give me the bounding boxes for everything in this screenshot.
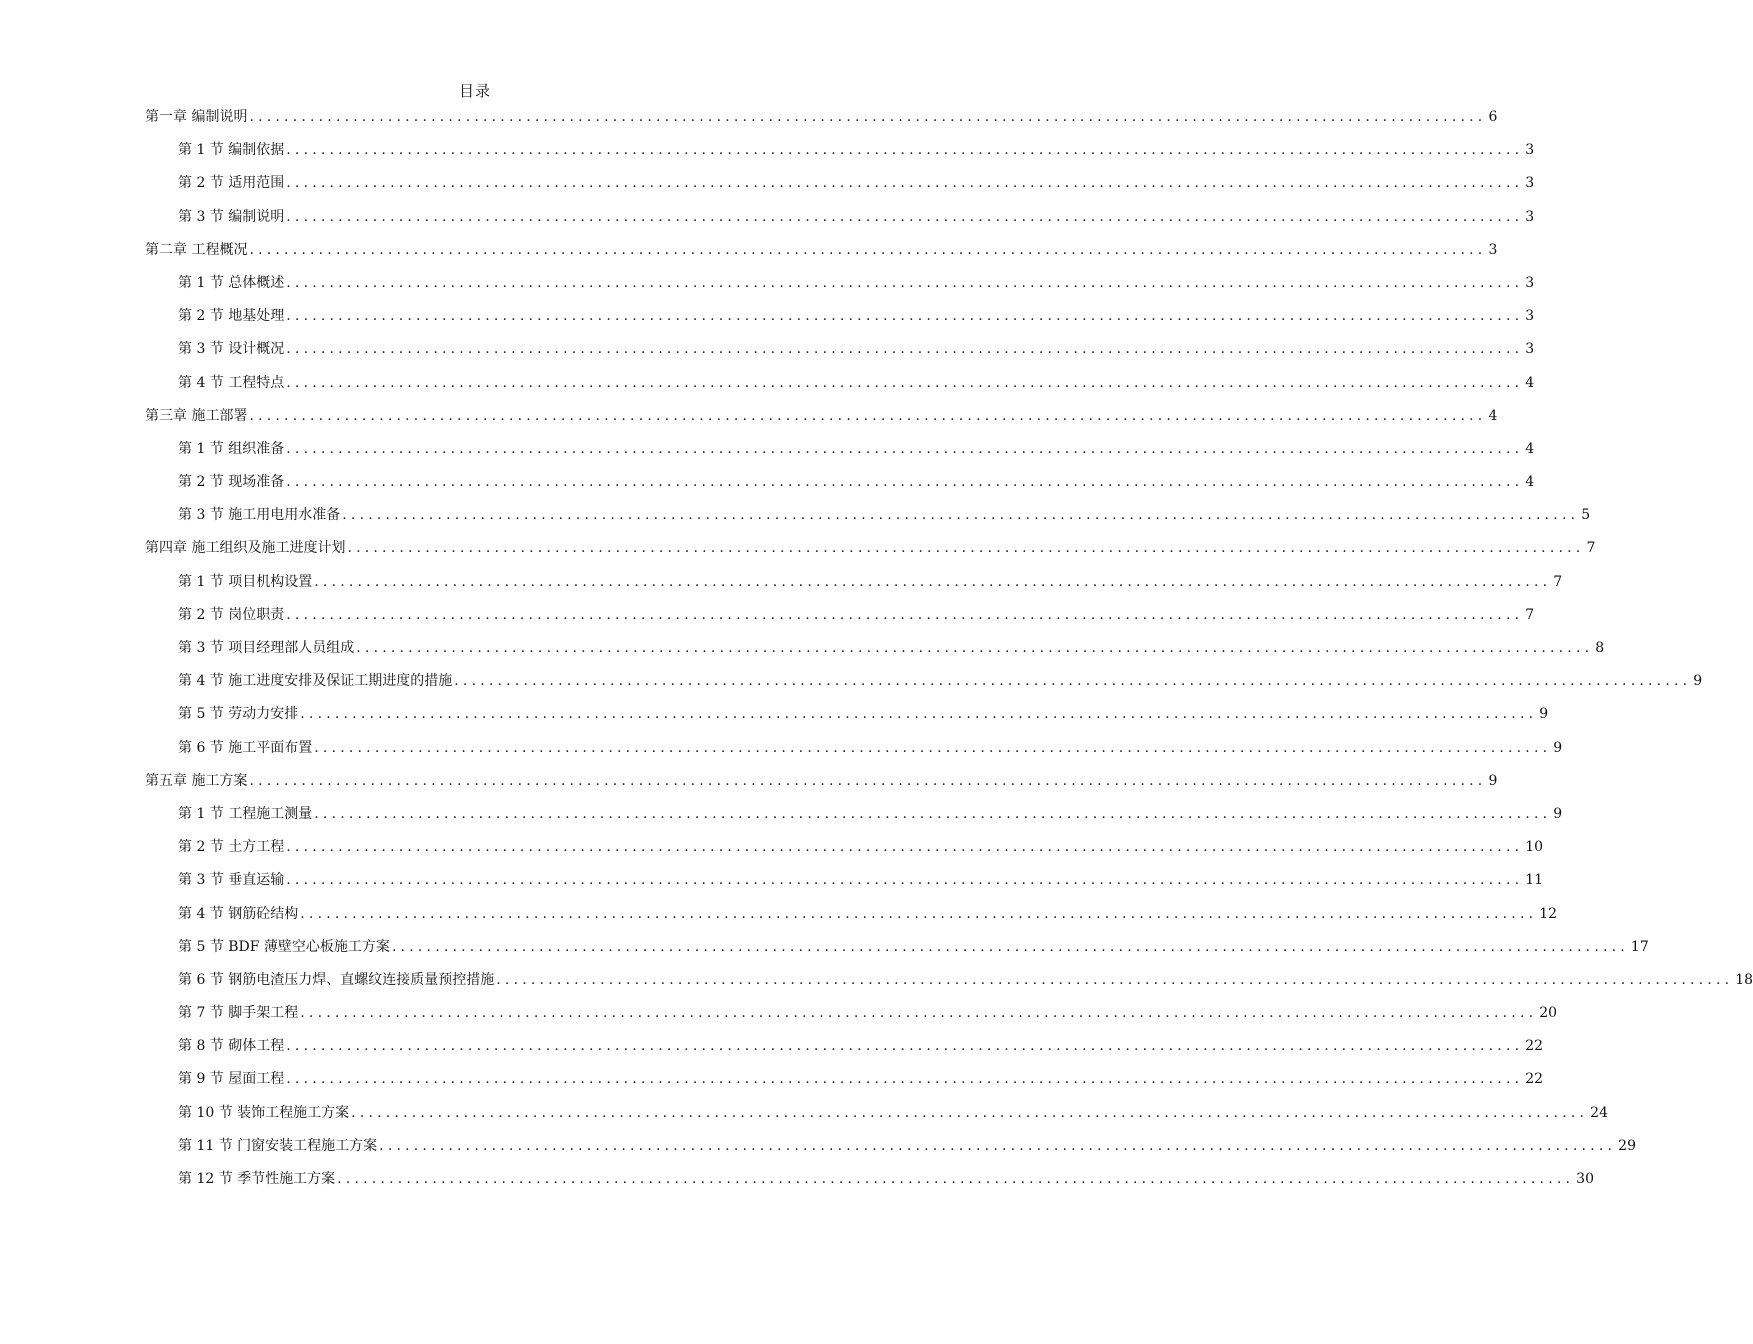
toc-dot-leader <box>286 1030 1523 1063</box>
toc-section-entry[interactable] <box>0 499 1591 532</box>
toc-section-entry[interactable] <box>0 964 1753 997</box>
toc-section-entry[interactable] <box>0 732 1563 765</box>
toc-entry-text: 第 6 节 钢筋电渣压力焊、直螺纹连接质量预控措施 <box>178 971 495 988</box>
toc-dot-leader <box>286 864 1523 897</box>
toc-dot-leader <box>300 997 1537 1030</box>
toc-dot-leader <box>286 433 1523 466</box>
toc-entry-text: 第 1 节 项目机构设置 <box>178 573 313 590</box>
toc-page-number: 9 <box>1539 706 1549 723</box>
toc-dot-leader <box>454 665 1691 698</box>
toc-entry-text: 第二章 工程概况 <box>145 241 248 258</box>
toc-entry-text: 第 3 节 设计概况 <box>178 341 285 358</box>
toc-dot-leader <box>286 134 1523 167</box>
toc-dot-leader <box>351 1097 1588 1130</box>
toc-dot-leader <box>286 201 1523 234</box>
toc-entry-text: 第 2 节 适用范围 <box>178 175 285 192</box>
toc-entry-text: 第 3 节 垂直运输 <box>178 872 285 889</box>
toc-chapter-entry[interactable] <box>0 765 1498 798</box>
toc-page-number: 7 <box>1586 540 1596 557</box>
toc-section-entry[interactable] <box>0 831 1544 864</box>
toc-dot-leader <box>249 400 1486 433</box>
toc-section-entry[interactable] <box>0 433 1535 466</box>
toc-page-number: 3 <box>1525 142 1535 159</box>
toc-dot-leader <box>286 333 1523 366</box>
toc-dot-leader <box>286 300 1523 333</box>
toc-entry-text: 第 6 节 施工平面布置 <box>178 739 313 756</box>
toc-section-entry[interactable] <box>0 267 1535 300</box>
toc-dot-leader <box>379 1130 1616 1163</box>
toc-page-number: 3 <box>1525 208 1535 225</box>
toc-section-entry[interactable] <box>0 997 1558 1030</box>
toc-dot-leader <box>249 765 1486 798</box>
toc-page-number: 8 <box>1595 640 1605 656</box>
toc-entry-text: 第 12 节 季节性施工方案 <box>178 1171 336 1187</box>
toc-section-entry[interactable] <box>0 134 1535 167</box>
toc-page-number: 30 <box>1576 1171 1594 1187</box>
toc-entry-text: 第 3 节 编制说明 <box>178 208 285 225</box>
toc-page-number: 6 <box>1488 109 1498 125</box>
toc-entry-text: 第 1 节 组织准备 <box>178 440 285 457</box>
toc-dot-leader <box>314 566 1551 599</box>
toc-page-number: 9 <box>1553 739 1563 756</box>
toc-section-entry[interactable] <box>0 300 1535 333</box>
toc-page-number: 4 <box>1488 407 1498 424</box>
toc-entry-text: 第三章 施工部署 <box>145 407 248 424</box>
toc-page-number: 17 <box>1630 938 1649 955</box>
toc-entry-text: 第 2 节 土方工程 <box>178 839 285 856</box>
toc-dot-leader <box>300 698 1537 731</box>
toc-page-number: 9 <box>1693 673 1703 690</box>
toc-entry-text: 第 1 节 工程施工测量 <box>178 805 313 822</box>
toc-entry-text: 第 4 节 施工进度安排及保证工期进度的措施 <box>178 673 453 690</box>
toc-dot-leader <box>286 267 1523 300</box>
toc-chapter-entry[interactable] <box>0 234 1498 267</box>
toc-page-number: 22 <box>1525 1038 1544 1055</box>
toc-section-entry[interactable] <box>0 665 1703 698</box>
toc-section-entry[interactable] <box>0 566 1563 599</box>
toc-section-entry[interactable] <box>0 333 1535 366</box>
toc-entry-text: 第 3 节 项目经理部人员组成 <box>178 640 355 656</box>
toc-dot-leader <box>356 632 1593 665</box>
toc-entry-text: 第 7 节 脚手架工程 <box>178 1005 299 1022</box>
toc-dot-leader <box>392 931 1629 964</box>
toc-dot-leader <box>337 1163 1574 1196</box>
toc-entry-text: 第 3 节 施工用电用水准备 <box>178 507 341 524</box>
toc-dot-leader <box>286 599 1523 632</box>
toc-dot-leader <box>249 234 1486 267</box>
toc-dot-leader <box>286 367 1523 400</box>
toc-section-entry[interactable] <box>0 632 1605 665</box>
toc-dot-leader <box>314 798 1551 831</box>
toc-page-number: 3 <box>1525 274 1535 291</box>
toc-entry-text: 第 2 节 现场准备 <box>178 474 285 491</box>
toc-section-entry[interactable] <box>0 167 1535 200</box>
toc-page-number: 22 <box>1525 1071 1544 1088</box>
toc-entry-text: 第 2 节 岗位职责 <box>178 606 285 623</box>
toc-entry-text: 第四章 施工组织及施工进度计划 <box>145 540 346 557</box>
toc-page-number: 7 <box>1525 606 1535 623</box>
toc-dot-leader <box>249 101 1486 134</box>
toc-section-entry[interactable] <box>0 1163 1594 1196</box>
toc-dot-leader <box>347 532 1584 565</box>
toc-page-number: 10 <box>1525 839 1544 856</box>
toc-dot-leader <box>286 1063 1523 1096</box>
toc-page-number: 12 <box>1539 905 1558 922</box>
toc-page-number: 24 <box>1590 1104 1608 1121</box>
toc-section-entry[interactable] <box>0 864 1544 897</box>
toc-page-number: 5 <box>1581 507 1591 524</box>
toc-section-entry[interactable] <box>0 466 1535 499</box>
toc-entry-text: 第 4 节 工程特点 <box>178 374 285 391</box>
toc-entry-text: 第 2 节 地基处理 <box>178 308 285 325</box>
toc-page-number: 3 <box>1525 308 1535 325</box>
toc-page-number: 7 <box>1553 573 1563 590</box>
toc-section-entry[interactable] <box>0 1130 1636 1163</box>
toc-entry-text: 第 10 节 装饰工程施工方案 <box>178 1104 350 1121</box>
toc-page-number: 3 <box>1525 175 1535 192</box>
toc-dot-leader <box>496 964 1733 997</box>
toc-chapter-entry[interactable] <box>0 101 1498 134</box>
toc-entry-text: 第 4 节 钢筋砼结构 <box>178 905 299 922</box>
toc-title: 目录 <box>458 82 491 100</box>
toc-section-entry[interactable] <box>0 1063 1544 1096</box>
toc-section-entry[interactable] <box>0 931 1649 964</box>
toc-section-entry[interactable] <box>0 201 1535 234</box>
toc-entry-text: 第 8 节 砌体工程 <box>178 1038 285 1055</box>
toc-entry-text: 第 1 节 编制依据 <box>178 142 285 159</box>
toc-entry-text: 第 5 节 BDF 薄壁空心板施工方案 <box>178 938 390 955</box>
toc-section-entry[interactable] <box>0 367 1535 400</box>
toc-page-number: 3 <box>1488 241 1498 258</box>
toc-entry-text: 第 1 节 总体概述 <box>178 274 285 291</box>
toc-entry-text: 第 11 节 门窗安装工程施工方案 <box>178 1137 378 1154</box>
toc-dot-leader <box>300 898 1537 931</box>
toc-section-entry[interactable] <box>0 898 1558 931</box>
toc-page-number: 9 <box>1488 772 1498 789</box>
toc-section-entry[interactable] <box>0 1030 1544 1063</box>
toc-entry-text: 第一章 编制说明 <box>145 109 248 125</box>
toc-page-number: 4 <box>1525 474 1535 491</box>
toc-entry-text: 第 9 节 屋面工程 <box>178 1071 285 1088</box>
toc-section-entry[interactable] <box>0 599 1535 632</box>
toc-section-entry[interactable] <box>0 1097 1608 1130</box>
toc-chapter-entry[interactable] <box>0 532 1596 565</box>
toc-dot-leader <box>286 466 1523 499</box>
toc-dot-leader <box>314 732 1551 765</box>
toc-page-number: 11 <box>1525 872 1544 889</box>
toc-page-number: 20 <box>1539 1005 1558 1022</box>
toc-page-number: 9 <box>1553 805 1563 822</box>
toc-entry-text: 第五章 施工方案 <box>145 772 248 789</box>
toc-dot-leader <box>286 831 1523 864</box>
toc-page-number: 4 <box>1525 440 1535 457</box>
toc-entry-text: 第 5 节 劳动力安排 <box>178 706 299 723</box>
toc-chapter-entry[interactable] <box>0 400 1498 433</box>
toc-dot-leader <box>286 167 1523 200</box>
toc-page-number: 4 <box>1525 374 1535 391</box>
toc-page-number: 3 <box>1525 341 1535 358</box>
toc-list <box>0 101 1753 1196</box>
toc-section-entry[interactable] <box>0 798 1563 831</box>
toc-page-number: 29 <box>1618 1137 1636 1154</box>
toc-page-number: 18 <box>1735 971 1753 988</box>
toc-dot-leader <box>342 499 1579 532</box>
toc-section-entry[interactable] <box>0 698 1549 731</box>
